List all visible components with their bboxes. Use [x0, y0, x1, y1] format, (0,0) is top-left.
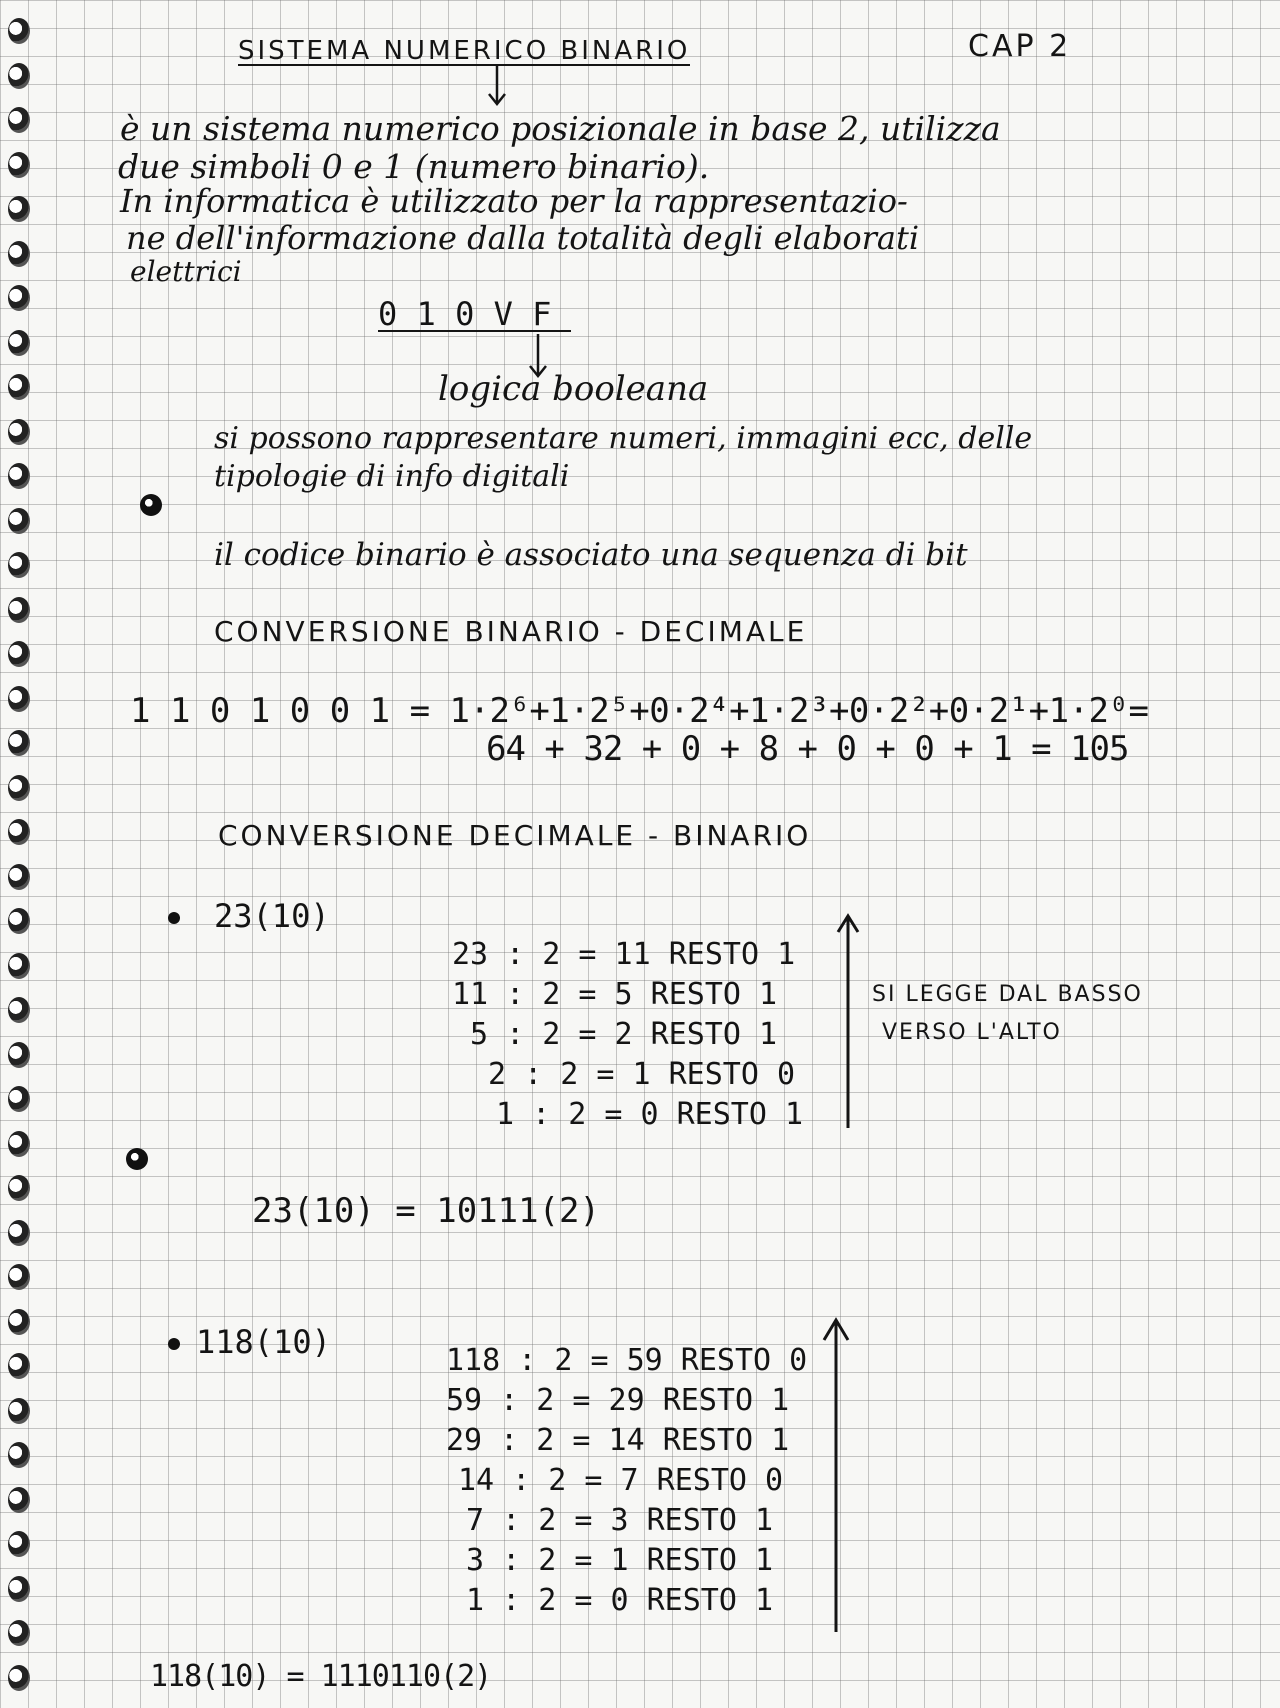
section-heading-dec-bin: CONVERSIONE DECIMALE - BINARIO [218, 819, 812, 852]
step-row: 7 : 2 = 3 RESTO 1 [466, 1503, 774, 1538]
step-row: 3 : 2 = 1 RESTO 1 [466, 1543, 774, 1578]
intro-line-3: In informatica è utilizzato per la rappresentazio- [120, 182, 908, 220]
intro-line-5: elettrici [130, 255, 242, 288]
note-line-3: il codice binario è associato una sequenza di bit [214, 537, 968, 573]
punch-hole [140, 494, 162, 516]
step-row: 5 : 2 = 2 RESTO 1 [470, 1017, 778, 1052]
page-title: SISTEMA NUMERICO BINARIO [238, 36, 691, 66]
example-1-label: 23(10) [214, 897, 330, 935]
step-row: 11 : 2 = 5 RESTO 1 [452, 977, 778, 1012]
intro-line-4: ne dell'informazione dalla totalità degli elaborati [126, 219, 920, 257]
step-row: 59 : 2 = 29 RESTO 1 [446, 1383, 790, 1418]
step-row: 1 : 2 = 0 RESTO 1 [496, 1097, 804, 1132]
step-row: 2 : 2 = 1 RESTO 0 [488, 1057, 796, 1092]
chapter-label: CAP 2 [968, 29, 1072, 64]
read-direction-note-2: VERSO L'ALTO [882, 1020, 1062, 1045]
boolean-logic-label: logica booleana [438, 369, 709, 409]
section-heading-bin-dec: CONVERSIONE BINARIO - DECIMALE [214, 615, 808, 648]
note-line-1: si possono rappresentare numeri, immagini ecc, delle [214, 421, 1033, 456]
boolean-symbols: 0 1 0 V F [378, 298, 571, 332]
step-row: 14 : 2 = 7 RESTO 0 [458, 1463, 784, 1498]
intro-line-2: due simboli 0 e 1 (numero binario). [118, 147, 710, 186]
example-2-result: 118(10) = 1110110(2) [150, 1659, 492, 1694]
example-2-label: 118(10) [196, 1323, 331, 1361]
bin-dec-expression: 1 1 0 1 0 0 1 = 1·2⁶+1·2⁵+0·2⁴+1·2³+0·2²+0·2¹+1·2⁰= [130, 691, 1149, 731]
step-row: 29 : 2 = 14 RESTO 1 [446, 1423, 790, 1458]
bin-dec-result: 64 + 32 + 0 + 8 + 0 + 0 + 1 = 105 [486, 729, 1129, 769]
note-line-2: tipologie di info digitali [214, 459, 570, 494]
punch-hole [126, 1148, 148, 1170]
step-row: 1 : 2 = 0 RESTO 1 [466, 1583, 774, 1618]
read-direction-note-1: SI LEGGE DAL BASSO [872, 982, 1143, 1007]
step-row: 118 : 2 = 59 RESTO 0 [446, 1343, 808, 1378]
intro-line-1: è un sistema numerico posizionale in base 2, utilizza [120, 109, 1001, 148]
example-1-result: 23(10) = 10111(2) [252, 1191, 600, 1231]
step-row: 23 : 2 = 11 RESTO 1 [452, 937, 796, 972]
